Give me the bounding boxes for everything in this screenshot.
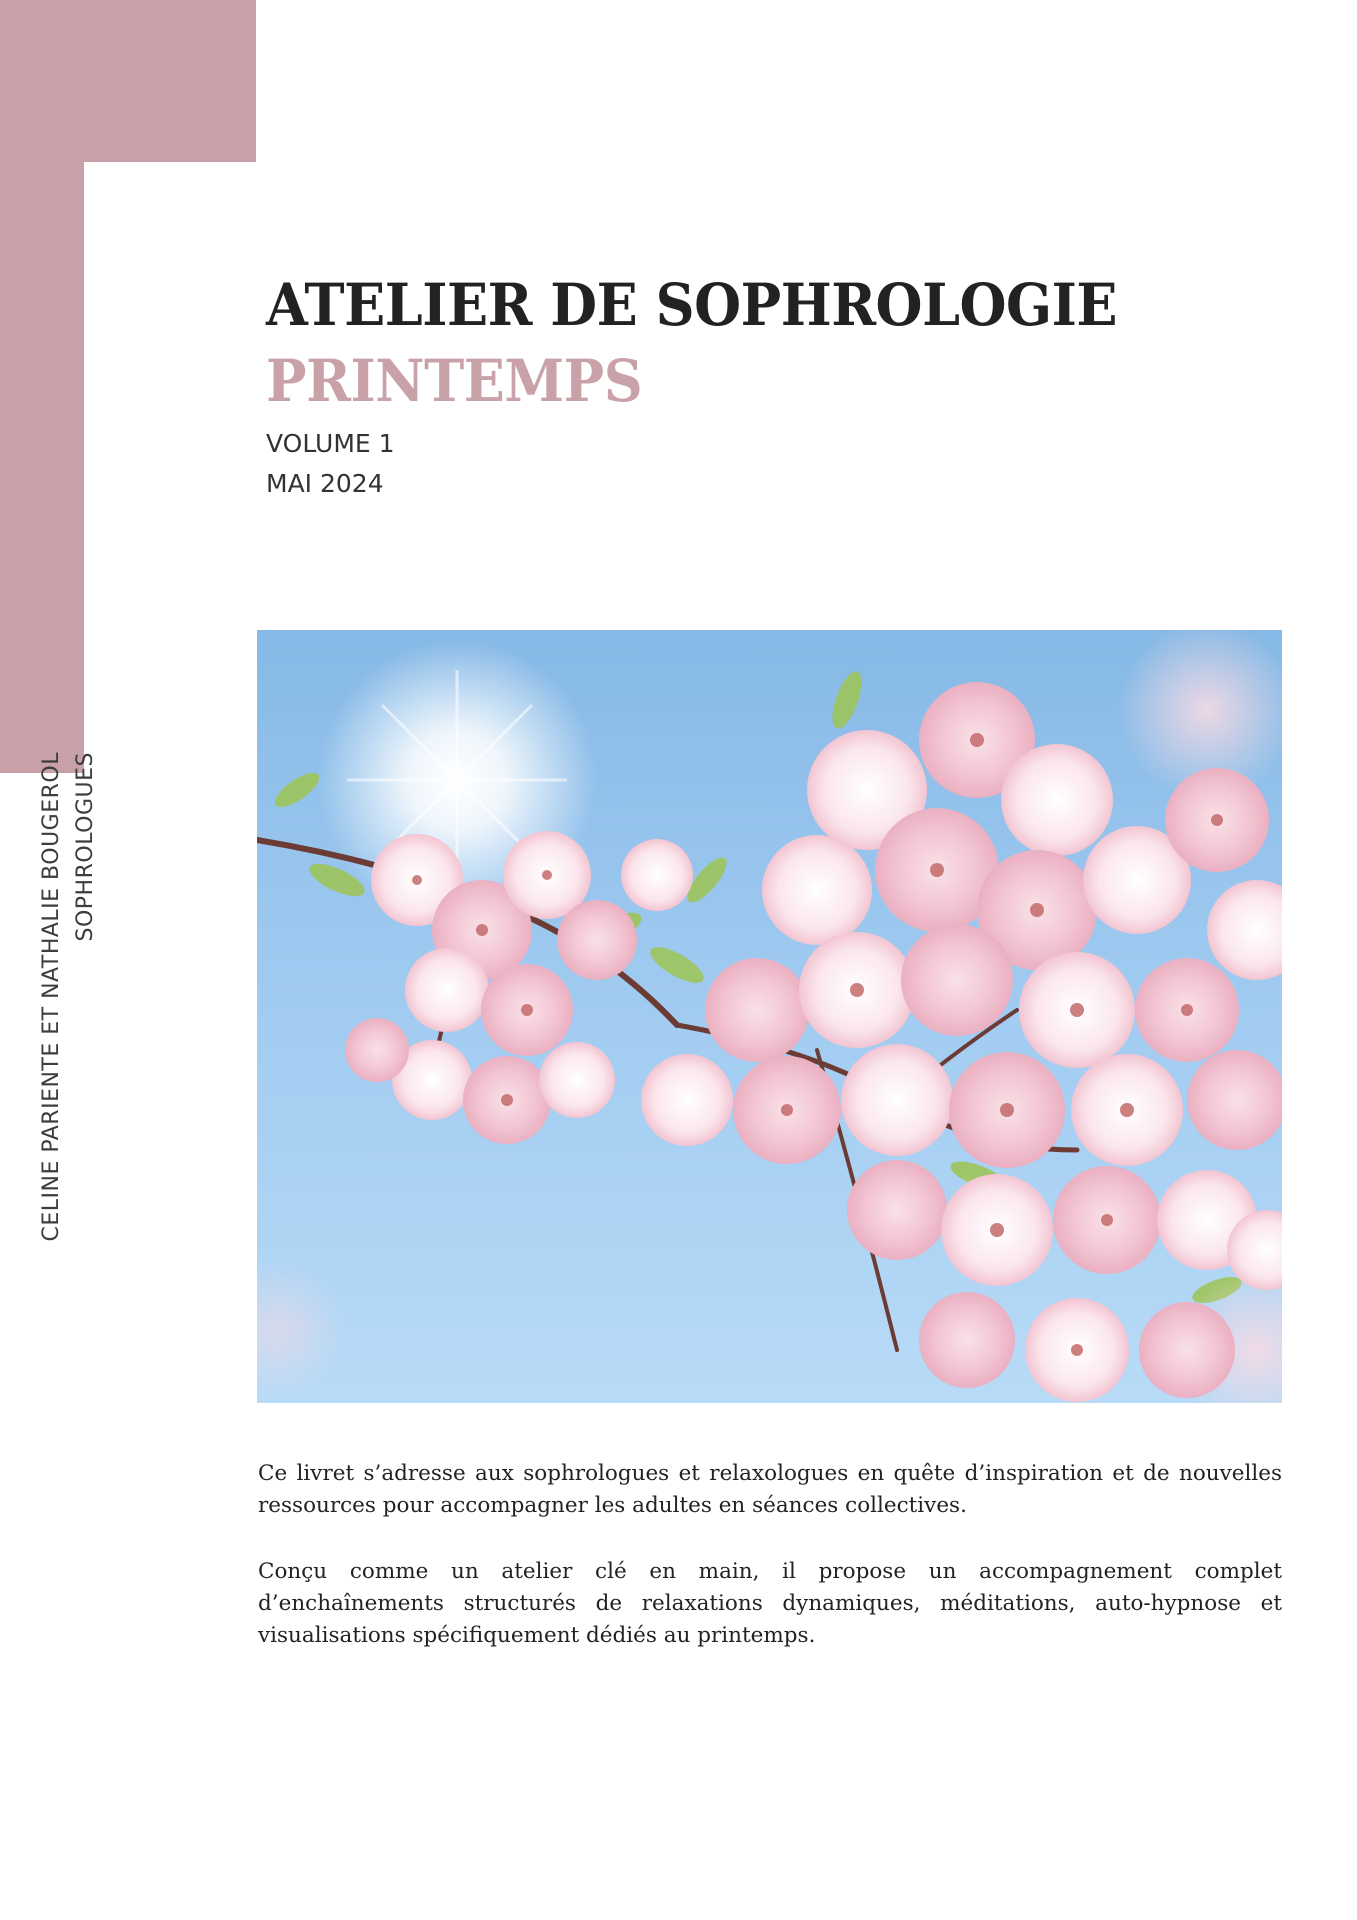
publication-date: MAI 2024 [266,469,384,498]
author-credit [35,752,103,1372]
intro-paragraph: Ce livret s’adresse aux sophrologues et relaxologues en quête d’inspiration et de nouvelles ressources pour accompagner les adultes en séances collectives. [258,1461,1282,1518]
author-names: CELINE PARIENTE ET NATHALIE BOUGEROL [39,752,64,1242]
volume-label: VOLUME 1 [266,429,395,458]
page-title: ATELIER DE SOPHROLOGIE [266,271,1118,339]
description-paragraph: Conçu comme un atelier clé en main, il propose un accompagnement complet d’enchaînements structurés de relaxations dynamiques, méditations, auto-hypnose et visualisations spécifiquement dédiés au printemps. [258,1559,1282,1648]
author-profession: SOPHROLOGUES [73,752,98,942]
page-subtitle: PRINTEMPS [266,347,643,415]
accent-block-top [0,0,256,162]
cherry-blossom-photo [257,630,1282,1403]
